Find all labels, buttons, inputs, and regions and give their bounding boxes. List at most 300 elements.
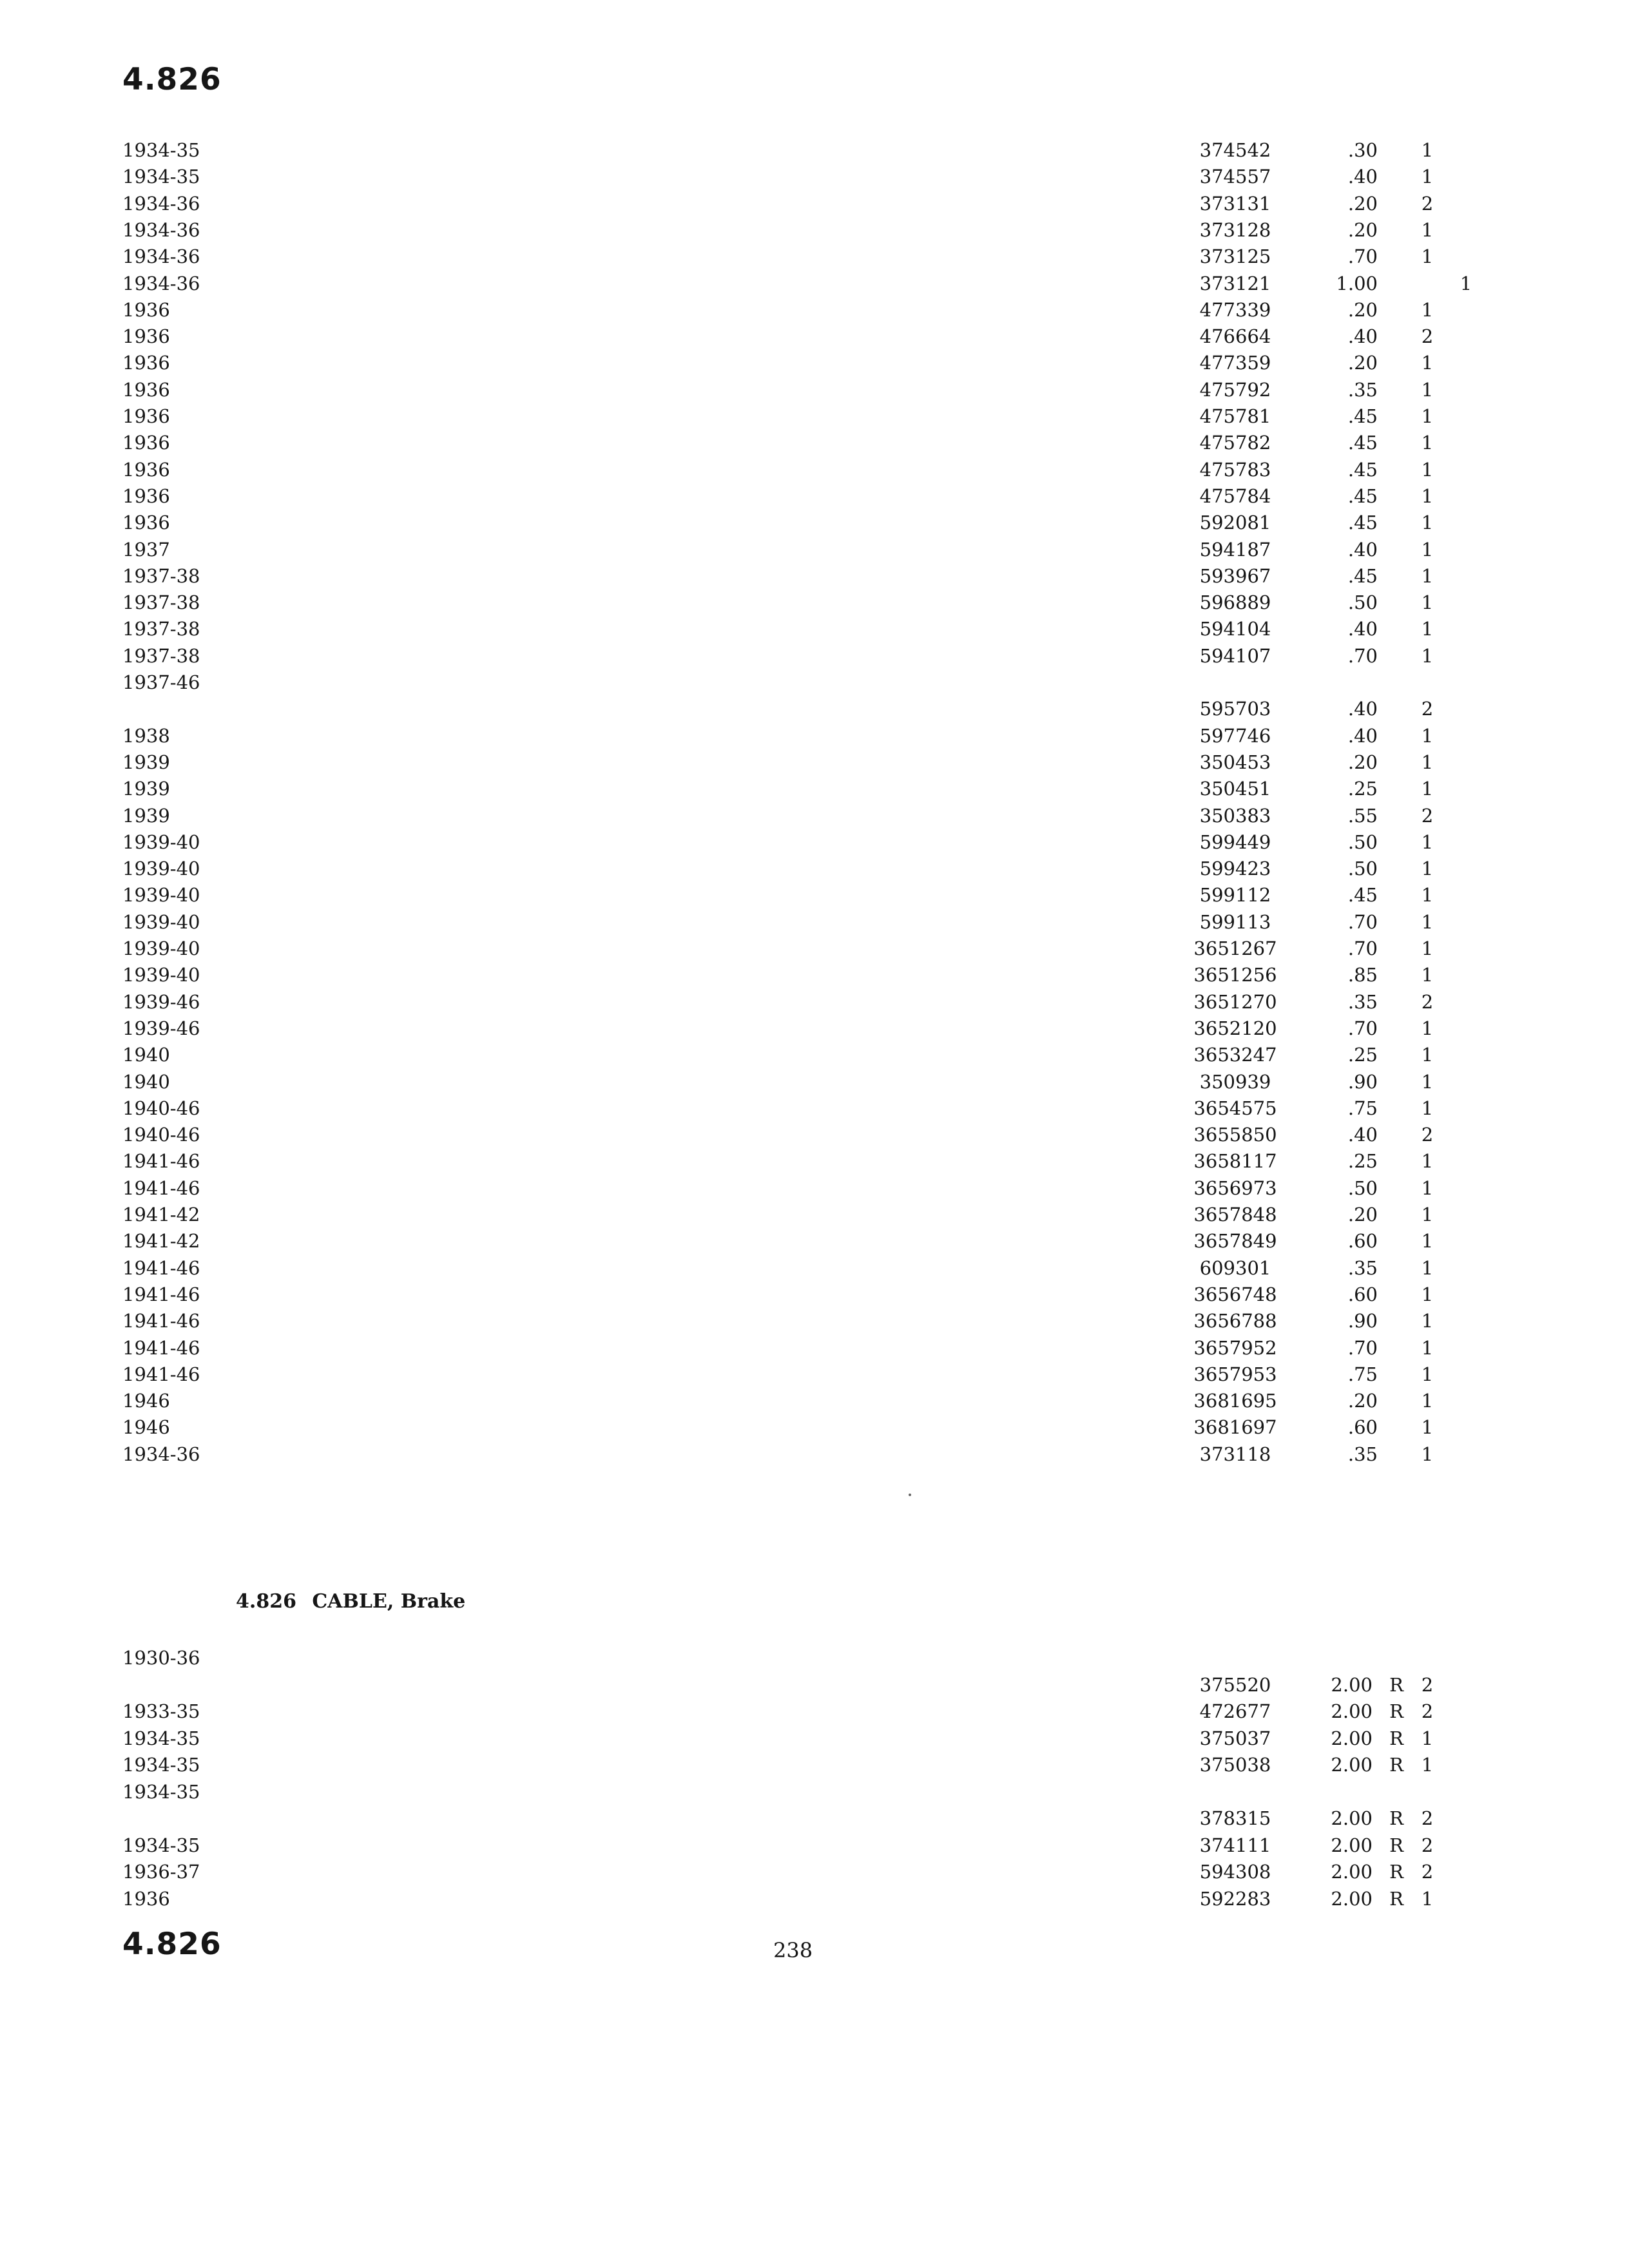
row-quantity: 1 (1421, 1150, 1434, 1173)
row-quantity: 2 (1421, 804, 1434, 827)
row-ref: R (1389, 1700, 1403, 1722)
row-price: .20 (1347, 1204, 1378, 1225)
row-year: 1939-40 (122, 937, 200, 959)
table-row (0, 270, 1629, 297)
row-year: 1941-46 (122, 1363, 200, 1385)
row-year: 1937-38 (122, 618, 200, 640)
row-quantity: 1 (1421, 644, 1434, 667)
row-quantity: 1 (1421, 1336, 1434, 1359)
row-year: 1940-46 (122, 1097, 200, 1119)
row-year: 1941-42 (122, 1204, 200, 1225)
row-year: 1933-35 (122, 1700, 200, 1722)
row-year: 1939-40 (122, 831, 200, 853)
table-row (0, 1441, 1629, 1468)
row-part-number: 374542 (1199, 139, 1271, 161)
row-price: .75 (1347, 1363, 1378, 1385)
table-row (0, 961, 1629, 988)
row-price: .45 (1347, 884, 1378, 907)
row-year: 1937 (122, 538, 170, 561)
row-year: 1934-35 (122, 166, 200, 188)
table-row (0, 1334, 1629, 1361)
row-part-number: 378315 (1199, 1807, 1271, 1829)
row-quantity: 1 (1421, 618, 1434, 640)
row-price: .20 (1347, 751, 1378, 773)
row-year: 1936 (122, 458, 170, 481)
row-price: .50 (1347, 1177, 1378, 1199)
table-row (0, 1041, 1629, 1068)
row-part-number: 594107 (1199, 644, 1271, 667)
row-year: 1936 (122, 352, 170, 374)
row-price: 1.00 (1336, 272, 1378, 294)
row-quantity: 2 (1421, 1861, 1434, 1883)
row-quantity: 1 (1421, 1256, 1434, 1279)
row-ref: R (1389, 1861, 1403, 1883)
row-part-number: 594187 (1199, 538, 1271, 561)
row-part-number: 3651256 (1193, 964, 1277, 986)
row-part-number: 592283 (1199, 1887, 1271, 1910)
row-year: 1930-36 (122, 1647, 200, 1669)
table-row (0, 1148, 1629, 1175)
row-quantity: 1 (1421, 1754, 1434, 1776)
row-part-number: 3655850 (1193, 1124, 1277, 1146)
row-price: .30 (1347, 139, 1378, 161)
row-year: 1934-36 (122, 1443, 200, 1465)
row-quantity: 1 (1421, 1727, 1434, 1749)
row-quantity: 1 (1421, 1887, 1434, 1910)
row-quantity: 1 (1421, 1363, 1434, 1385)
row-quantity: 1 (1421, 910, 1434, 933)
row-quantity: 1 (1421, 1230, 1434, 1253)
row-quantity: 1 (1421, 751, 1434, 773)
row-part-number: 475784 (1199, 485, 1271, 507)
row-price: .45 (1347, 512, 1378, 534)
row-year: 1934-35 (122, 1754, 200, 1776)
table-row (0, 1095, 1629, 1122)
table-row (0, 775, 1629, 802)
row-price: .50 (1347, 591, 1378, 614)
row-part-number: 599449 (1199, 831, 1271, 853)
row-year: 1939-40 (122, 910, 200, 933)
row-price: 2.00 (1331, 1887, 1373, 1910)
row-quantity: 1 (1421, 1390, 1434, 1412)
table-row (0, 881, 1629, 908)
row-price: .70 (1347, 245, 1378, 268)
table-row (0, 1671, 1629, 1698)
row-quantity: 1 (1421, 831, 1434, 853)
table-row (0, 137, 1629, 164)
row-price: .20 (1347, 298, 1378, 321)
row-quantity: 1 (1421, 564, 1434, 587)
row-year: 1934-36 (122, 245, 200, 268)
table-row (0, 190, 1629, 217)
row-part-number: 3656973 (1193, 1177, 1277, 1199)
row-part-number: 3657848 (1193, 1204, 1277, 1225)
table-row (0, 1751, 1629, 1778)
row-part-number: 475792 (1199, 378, 1271, 401)
row-year: 1939 (122, 778, 170, 800)
table-row (0, 1227, 1629, 1254)
row-part-number: 3681697 (1193, 1416, 1277, 1439)
row-price: .50 (1347, 858, 1378, 880)
table-row (0, 908, 1629, 936)
row-price: 2.00 (1331, 1700, 1373, 1722)
row-part-number: 593967 (1199, 564, 1271, 587)
row-year: 1939-46 (122, 1017, 200, 1039)
table-row (0, 1068, 1629, 1095)
row-ref: R (1389, 1887, 1403, 1910)
row-year: 1934-36 (122, 272, 200, 294)
row-year: 1939-40 (122, 858, 200, 880)
row-price: .60 (1347, 1230, 1378, 1253)
row-ref: R (1389, 1834, 1403, 1856)
row-price: .70 (1347, 1017, 1378, 1039)
row-year: 1941-46 (122, 1310, 200, 1332)
table-row (0, 243, 1629, 270)
row-quantity: 1 (1421, 512, 1434, 534)
row-quantity: 1 (1421, 858, 1434, 880)
row-price: .55 (1347, 804, 1378, 827)
row-year: 1936 (122, 405, 170, 427)
row-year: 1936 (122, 512, 170, 534)
page-number: 238 (773, 1938, 813, 1963)
row-year: 1941-46 (122, 1256, 200, 1279)
row-part-number: 592081 (1199, 512, 1271, 534)
table-row (0, 216, 1629, 244)
row-price: .20 (1347, 1390, 1378, 1412)
table-row (0, 1175, 1629, 1202)
row-quantity: 1 (1421, 298, 1434, 321)
row-part-number: 3657849 (1193, 1230, 1277, 1253)
table-row (0, 1361, 1629, 1388)
row-quantity: 2 (1421, 1124, 1434, 1146)
row-year: 1936 (122, 298, 170, 321)
row-quantity: 2 (1421, 1673, 1434, 1696)
row-year: 1941-46 (122, 1177, 200, 1199)
table-row (0, 1832, 1629, 1859)
row-price: .70 (1347, 910, 1378, 933)
row-quantity: 1 (1421, 139, 1434, 161)
row-price: .40 (1347, 325, 1378, 348)
row-price: .40 (1347, 724, 1378, 747)
row-quantity: 2 (1421, 325, 1434, 348)
table-row (0, 855, 1629, 882)
table-row (0, 1725, 1629, 1752)
row-price: .20 (1347, 218, 1378, 241)
row-year: 1940-46 (122, 1124, 200, 1146)
row-part-number: 3656748 (1193, 1283, 1277, 1305)
row-price: .45 (1347, 405, 1378, 427)
row-quantity: 1 (1421, 432, 1434, 454)
row-price: .85 (1347, 964, 1378, 986)
row-price: .25 (1347, 1150, 1378, 1173)
table-row (0, 323, 1629, 350)
row-price: .40 (1347, 538, 1378, 561)
row-quantity: 1 (1421, 1204, 1434, 1225)
row-ref: R (1389, 1673, 1403, 1696)
row-quantity: 1 (1421, 724, 1434, 747)
row-year: 1939-40 (122, 884, 200, 907)
row-year: 1941-42 (122, 1230, 200, 1253)
row-quantity: 1 (1421, 485, 1434, 507)
row-quantity: 1 (1421, 884, 1434, 907)
row-quantity: 1 (1421, 245, 1434, 268)
table-row (0, 802, 1629, 829)
row-price: .35 (1347, 990, 1378, 1013)
row-part-number: 374111 (1199, 1834, 1271, 1856)
row-quantity: 1 (1421, 405, 1434, 427)
row-part-number: 476664 (1199, 325, 1271, 348)
row-year: 1934-35 (122, 1727, 200, 1749)
row-quantity: 1 (1421, 1097, 1434, 1119)
row-year: 1936 (122, 432, 170, 454)
table-row (0, 829, 1629, 856)
row-ref: R (1389, 1807, 1403, 1829)
row-price: 2.00 (1331, 1673, 1373, 1696)
row-price: .45 (1347, 458, 1378, 481)
table-row (0, 296, 1629, 323)
table-row (0, 1858, 1629, 1885)
row-quantity: 2 (1421, 698, 1434, 720)
table-row (0, 536, 1629, 563)
row-price: .20 (1347, 192, 1378, 215)
row-ref: R (1389, 1754, 1403, 1776)
row-price: .45 (1347, 485, 1378, 507)
row-quantity: 1 (1421, 1070, 1434, 1093)
row-price: .45 (1347, 564, 1378, 587)
table-row (0, 1281, 1629, 1308)
row-price: 2.00 (1331, 1834, 1373, 1856)
table-row (0, 669, 1629, 696)
row-part-number: 599112 (1199, 884, 1271, 907)
row-part-number: 373121 (1199, 272, 1271, 294)
row-year: 1946 (122, 1390, 170, 1412)
row-price: .45 (1347, 432, 1378, 454)
row-year: 1934-35 (122, 1834, 200, 1856)
row-year: 1937-46 (122, 671, 200, 693)
table-row (0, 1805, 1629, 1832)
table-row (0, 1778, 1629, 1805)
table-row (0, 1644, 1629, 1671)
row-quantity: 1 (1421, 352, 1434, 374)
row-price: .50 (1347, 831, 1378, 853)
row-part-number: 350939 (1199, 1070, 1271, 1093)
row-ref: R (1389, 1727, 1403, 1749)
row-part-number: 350451 (1199, 778, 1271, 800)
row-price: .70 (1347, 1336, 1378, 1359)
table-row (0, 1201, 1629, 1228)
row-year: 1934-35 (122, 1780, 200, 1803)
row-quantity: 1 (1421, 378, 1434, 401)
table-row (0, 376, 1629, 403)
row-part-number: 595703 (1199, 698, 1271, 720)
table-row (0, 1254, 1629, 1282)
row-part-number: 475781 (1199, 405, 1271, 427)
row-part-number: 373125 (1199, 245, 1271, 268)
row-part-number: 3653247 (1193, 1044, 1277, 1066)
row-part-number: 597746 (1199, 724, 1271, 747)
row-year: 1934-35 (122, 139, 200, 161)
row-quantity-extra: 1 (1460, 272, 1472, 294)
row-quantity: 1 (1421, 1177, 1434, 1199)
row-year: 1941-46 (122, 1150, 200, 1173)
row-part-number: 375520 (1199, 1673, 1271, 1696)
table-row (0, 1015, 1629, 1042)
table-row (0, 429, 1629, 456)
table-row (0, 749, 1629, 776)
row-price: .35 (1347, 1443, 1378, 1465)
row-year: 1941-46 (122, 1336, 200, 1359)
page-footer-number: 4.826 (122, 1927, 222, 1962)
row-part-number: 594308 (1199, 1861, 1271, 1883)
row-quantity: 1 (1421, 166, 1434, 188)
row-part-number: 3681695 (1193, 1390, 1277, 1412)
table-row (0, 722, 1629, 749)
row-part-number: 609301 (1199, 1256, 1271, 1279)
table-row (0, 1414, 1629, 1441)
row-part-number: 475782 (1199, 432, 1271, 454)
row-part-number: 373118 (1199, 1443, 1271, 1465)
row-quantity: 2 (1421, 192, 1434, 215)
row-quantity: 2 (1421, 1700, 1434, 1722)
row-price: .60 (1347, 1416, 1378, 1439)
row-quantity: 1 (1421, 538, 1434, 561)
row-price: .40 (1347, 618, 1378, 640)
row-year: 1941-46 (122, 1283, 200, 1305)
row-quantity: 1 (1421, 964, 1434, 986)
row-part-number: 3651267 (1193, 937, 1277, 959)
row-quantity: 1 (1421, 458, 1434, 481)
row-price: .35 (1347, 1256, 1378, 1279)
row-year: 1936-37 (122, 1861, 200, 1883)
row-quantity: 1 (1421, 1283, 1434, 1305)
row-price: .60 (1347, 1283, 1378, 1305)
table-row (0, 562, 1629, 590)
row-part-number: 596889 (1199, 591, 1271, 614)
row-price: .75 (1347, 1097, 1378, 1119)
row-price: .90 (1347, 1310, 1378, 1332)
section-code: 4.826 (236, 1590, 296, 1613)
table-row (0, 642, 1629, 669)
row-year: 1936 (122, 325, 170, 348)
row-year: 1936 (122, 485, 170, 507)
row-year: 1938 (122, 724, 170, 747)
row-part-number: 350453 (1199, 751, 1271, 773)
row-quantity: 1 (1421, 218, 1434, 241)
row-quantity: 2 (1421, 1807, 1434, 1829)
row-year: 1939 (122, 751, 170, 773)
row-part-number: 477359 (1199, 352, 1271, 374)
row-part-number: 477339 (1199, 298, 1271, 321)
row-part-number: 475783 (1199, 458, 1271, 481)
row-part-number: 373131 (1199, 192, 1271, 215)
row-price: .25 (1347, 778, 1378, 800)
row-part-number: 3652120 (1193, 1017, 1277, 1039)
row-price: .40 (1347, 166, 1378, 188)
table-row (0, 1698, 1629, 1725)
row-part-number: 3657952 (1193, 1336, 1277, 1359)
table-row (0, 935, 1629, 962)
row-price: .70 (1347, 644, 1378, 667)
row-part-number: 374557 (1199, 166, 1271, 188)
row-year: 1934-36 (122, 218, 200, 241)
table-row (0, 589, 1629, 616)
row-part-number: 594104 (1199, 618, 1271, 640)
row-part-number: 375037 (1199, 1727, 1271, 1749)
row-part-number: 599113 (1199, 910, 1271, 933)
table-row (0, 1121, 1629, 1148)
row-year: 1939-46 (122, 990, 200, 1013)
row-price: 2.00 (1331, 1754, 1373, 1776)
table-row (0, 349, 1629, 376)
table-row (0, 483, 1629, 510)
row-price: 2.00 (1331, 1727, 1373, 1749)
row-year: 1939-40 (122, 964, 200, 986)
row-price: 2.00 (1331, 1807, 1373, 1829)
table-row (0, 1387, 1629, 1414)
section-heading (236, 1590, 465, 1613)
table-row (0, 695, 1629, 722)
row-part-number: 3651270 (1193, 990, 1277, 1013)
row-part-number: 3658117 (1193, 1150, 1277, 1173)
table-row (0, 1885, 1629, 1912)
stray-mark (909, 1494, 911, 1496)
table-row (0, 615, 1629, 642)
row-price: .35 (1347, 378, 1378, 401)
row-quantity: 1 (1421, 1443, 1434, 1465)
row-part-number: 472677 (1199, 1700, 1271, 1722)
section-title: CABLE, Brake (312, 1590, 466, 1613)
row-quantity: 1 (1421, 591, 1434, 614)
table-row (0, 1307, 1629, 1334)
page-header-number: 4.826 (122, 62, 222, 97)
row-part-number: 599423 (1199, 858, 1271, 880)
row-year: 1937-38 (122, 591, 200, 614)
row-year: 1939 (122, 804, 170, 827)
row-year: 1934-36 (122, 192, 200, 215)
table-row (0, 509, 1629, 536)
row-quantity: 1 (1421, 937, 1434, 959)
row-part-number: 373128 (1199, 218, 1271, 241)
row-quantity: 1 (1421, 1017, 1434, 1039)
row-year: 1937-38 (122, 644, 200, 667)
row-price: .70 (1347, 937, 1378, 959)
row-quantity: 1 (1421, 778, 1434, 800)
table-row (0, 403, 1629, 430)
row-quantity: 1 (1421, 1416, 1434, 1439)
row-year: 1936 (122, 378, 170, 401)
row-year: 1940 (122, 1070, 170, 1093)
row-price: .40 (1347, 698, 1378, 720)
table-row (0, 456, 1629, 483)
row-price: .40 (1347, 1124, 1378, 1146)
row-year: 1936 (122, 1887, 170, 1910)
table-row (0, 988, 1629, 1015)
row-part-number: 3654575 (1193, 1097, 1277, 1119)
row-part-number: 3657953 (1193, 1363, 1277, 1385)
row-year: 1937-38 (122, 564, 200, 587)
row-year: 1946 (122, 1416, 170, 1439)
row-price: 2.00 (1331, 1861, 1373, 1883)
row-part-number: 3656788 (1193, 1310, 1277, 1332)
row-year: 1940 (122, 1044, 170, 1066)
row-quantity: 1 (1421, 1044, 1434, 1066)
row-quantity: 2 (1421, 990, 1434, 1013)
table-row (0, 163, 1629, 190)
row-part-number: 350383 (1199, 804, 1271, 827)
row-price: .90 (1347, 1070, 1378, 1093)
row-quantity: 2 (1421, 1834, 1434, 1856)
row-price: .25 (1347, 1044, 1378, 1066)
